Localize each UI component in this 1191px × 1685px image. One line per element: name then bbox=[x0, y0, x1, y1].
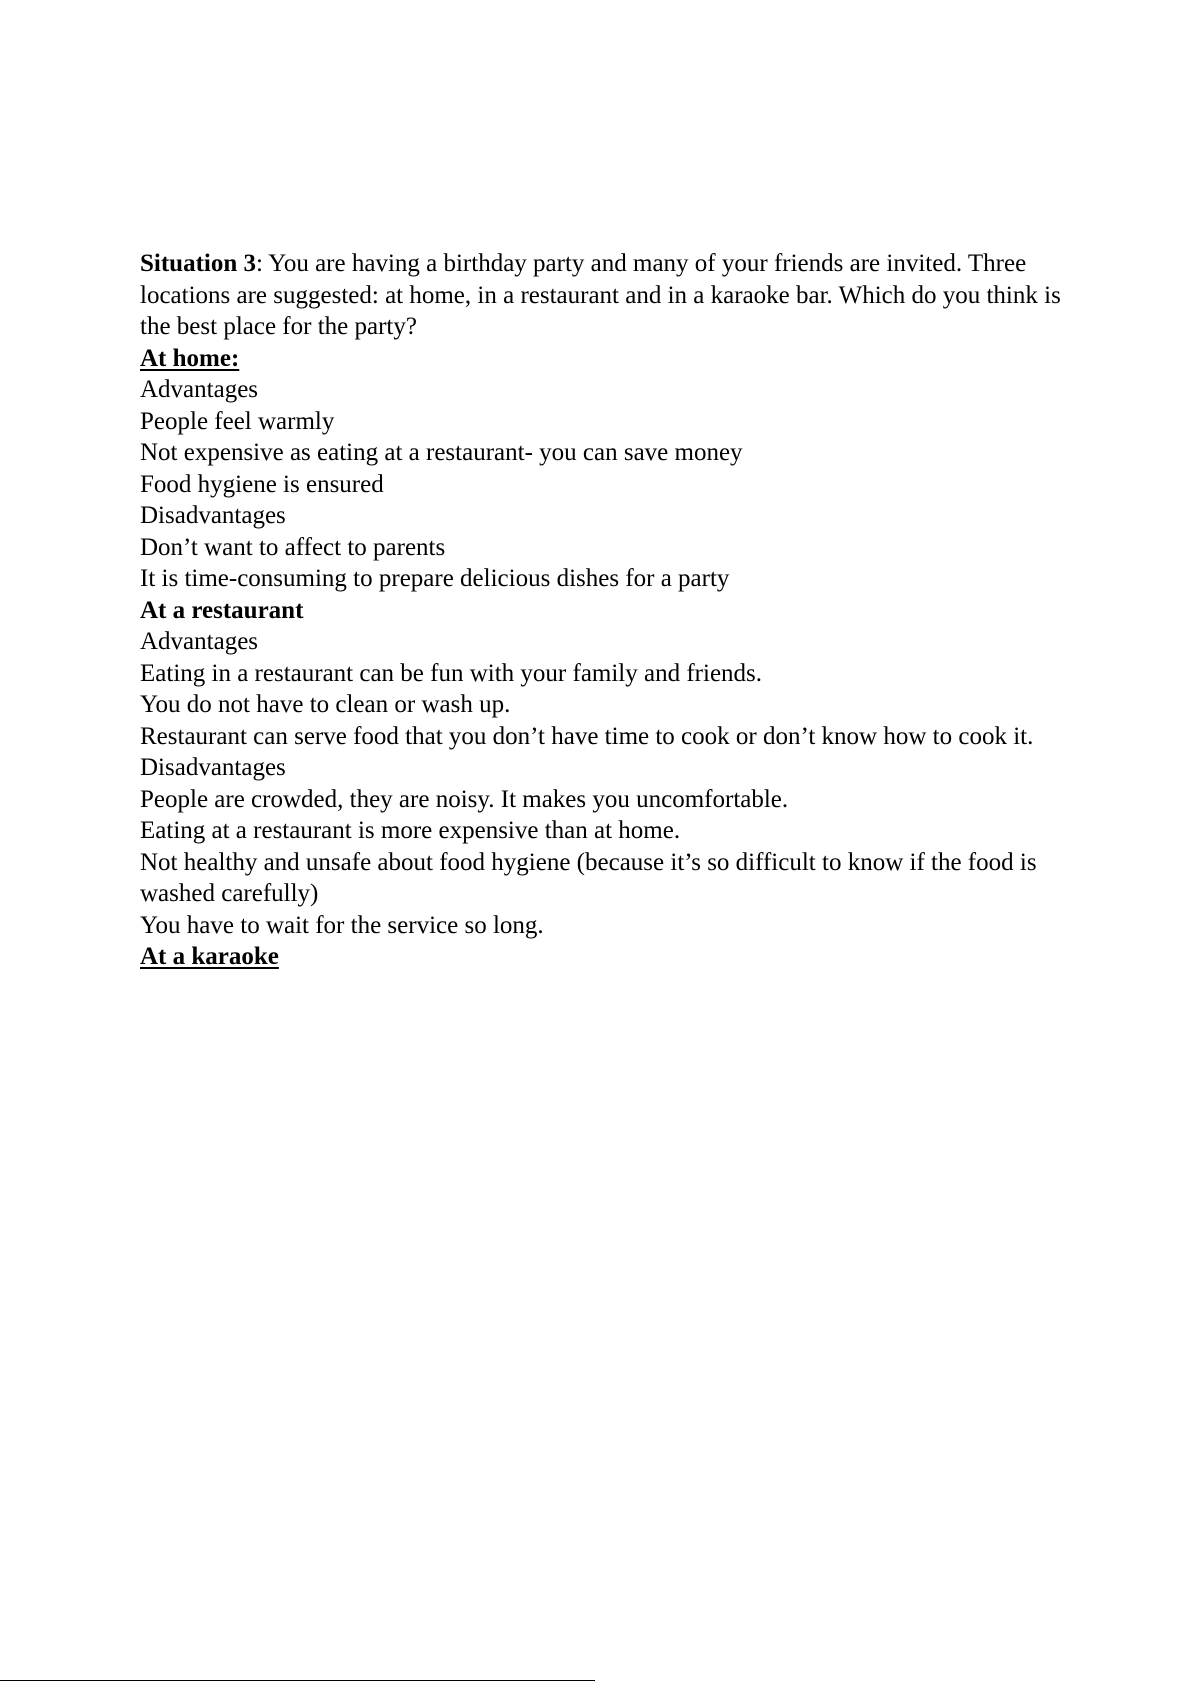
situation-label: Situation 3 bbox=[140, 250, 257, 277]
heading-at-home: At home: bbox=[140, 344, 240, 372]
advantages-label: Advantages bbox=[140, 628, 259, 655]
list-item: You do not have to clean or wash up. bbox=[140, 691, 511, 718]
list-item: Eating at a restaurant is more expensive than at home. bbox=[140, 817, 681, 844]
heading-at-karaoke: At a karaoke bbox=[140, 943, 279, 970]
situation-paragraph bbox=[140, 248, 1080, 343]
list-item: Eating in a restaurant can be fun with your family and friends. bbox=[140, 659, 763, 687]
document-body bbox=[140, 248, 1080, 973]
list-item: Restaurant can serve food that you don’t have time to cook or don’t know how to cook it. bbox=[140, 722, 1034, 750]
advantages-label: Advantages bbox=[140, 376, 259, 403]
situation-text: : You are having a birthday party and many of your friends are invited. Three locations are suggested: at home, in a restaurant and in a karaoke bar. Which do you think is the best place for the party? bbox=[140, 250, 1061, 340]
list-item: You have to wait for the service so long. bbox=[140, 911, 544, 939]
disadvantages-label: Disadvantages bbox=[140, 502, 286, 529]
list-item: It is time-consuming to prepare delicious dishes for a party bbox=[140, 565, 730, 592]
list-item: Not expensive as eating at a restaurant- you can save money bbox=[140, 439, 743, 466]
footer-divider bbox=[0, 1680, 595, 1681]
list-item: Food hygiene is ensured bbox=[140, 470, 384, 498]
list-item: Don’t want to affect to parents bbox=[140, 533, 446, 561]
list-item: People are crowded, they are noisy. It makes you uncomfortable. bbox=[140, 785, 789, 813]
heading-at-restaurant: At a restaurant bbox=[140, 596, 304, 624]
list-item: Not healthy and unsafe about food hygiene (because it’s so difficult to know if the food is washed carefully) bbox=[140, 848, 1037, 907]
list-item: People feel warmly bbox=[140, 407, 335, 435]
disadvantages-label: Disadvantages bbox=[140, 754, 286, 781]
